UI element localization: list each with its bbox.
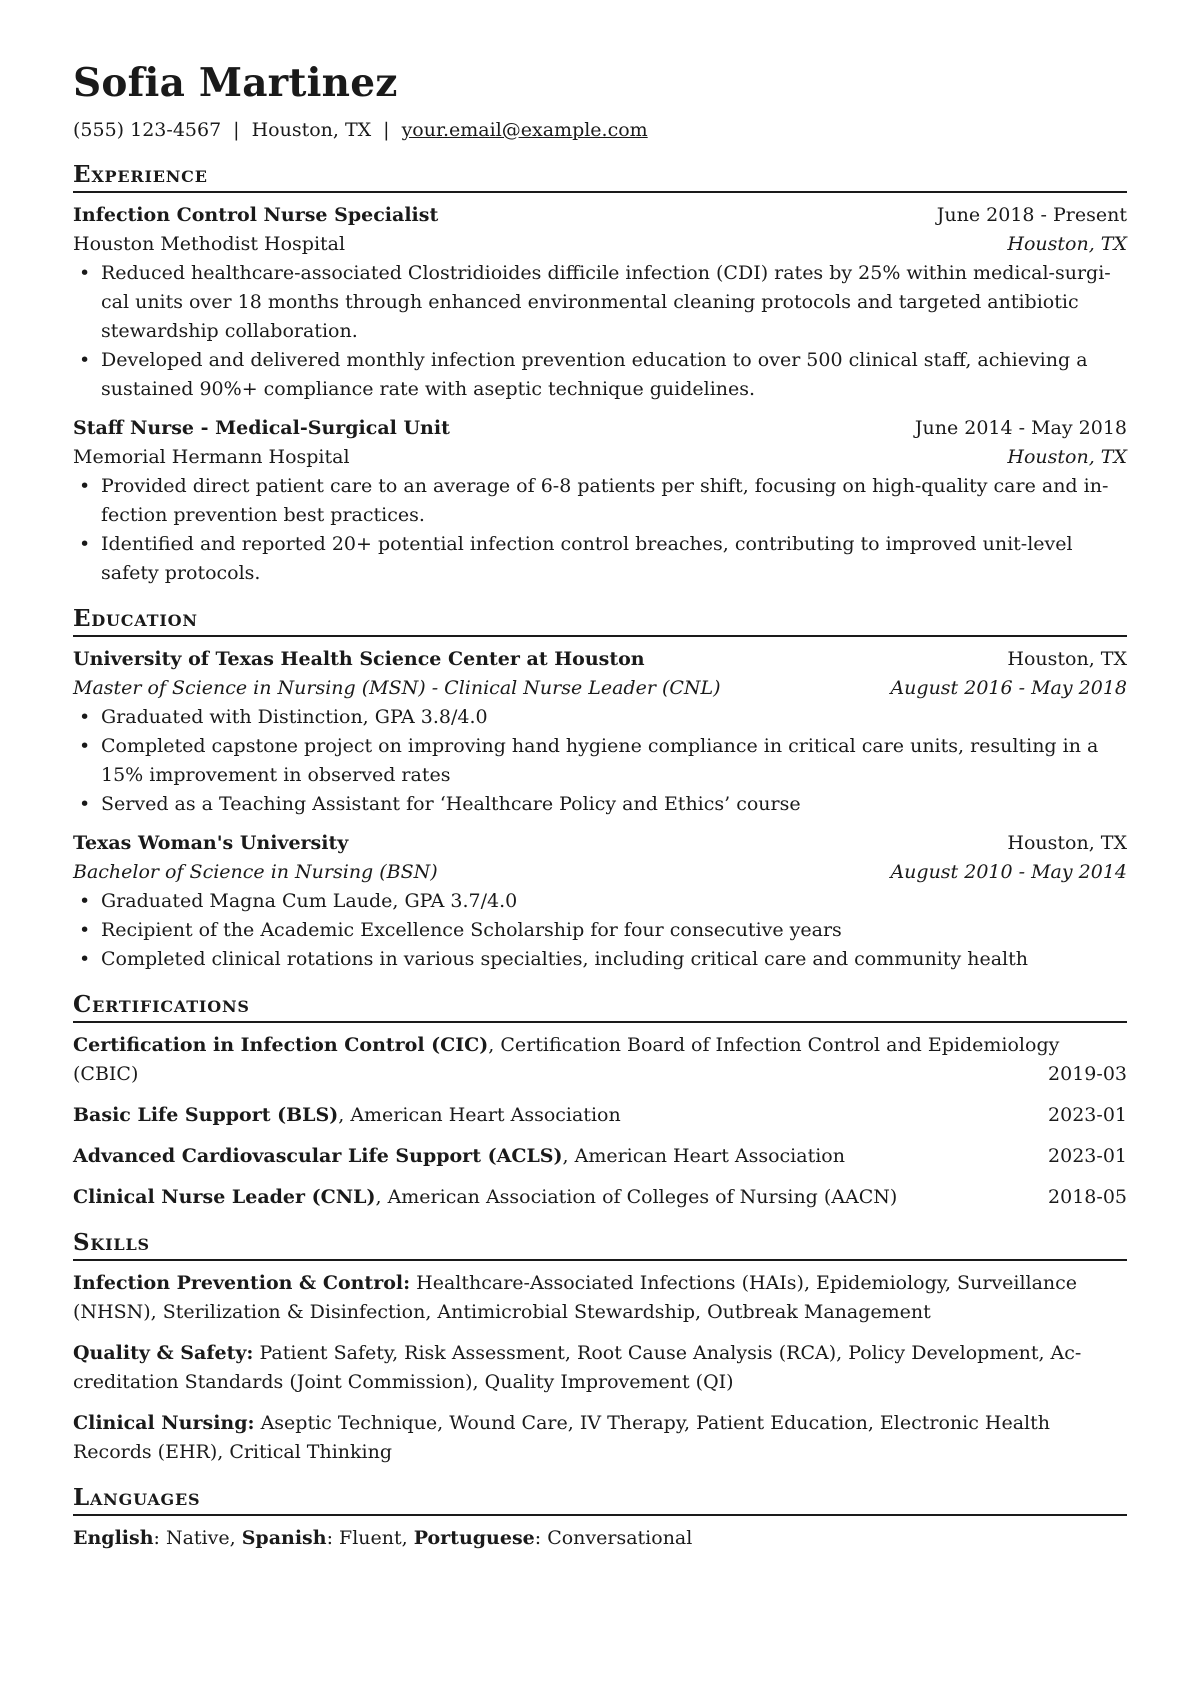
list-item: • Reduced healthcare-associated Clostridioides difficile infection (CDI) rates by 25% within medical-surgi-cal units over 18 months through enhanced environmental cleaning protocols and targeted antibiotic stewardship collaboration. bbox=[73, 259, 1127, 346]
education-entry bbox=[73, 829, 1127, 974]
job-location: Houston, TX bbox=[1007, 233, 1127, 255]
list-item: • Served as a Teaching Assistant for ‘Healthcare Policy and Ethics’ course bbox=[73, 790, 1127, 819]
list-item: • Identified and reported 20+ potential infection control breaches, contributing to improved unit-level safety protocols. bbox=[73, 530, 1127, 588]
skill-group bbox=[73, 1269, 1127, 1327]
language-name: English bbox=[73, 1527, 154, 1549]
school-name: University of Texas Health Science Center at Houston bbox=[73, 648, 645, 670]
job-bullets bbox=[73, 259, 1127, 404]
cert-name: Certification in Infection Control (CIC) bbox=[73, 1034, 489, 1056]
certification-item bbox=[73, 1142, 1127, 1171]
education-dates: August 2016 - May 2018 bbox=[890, 677, 1127, 699]
phone: (555) 123-4567 bbox=[73, 119, 222, 141]
candidate-name: Sofia Martinez bbox=[73, 60, 398, 106]
school-location: Houston, TX bbox=[1007, 832, 1127, 854]
education-bullets bbox=[73, 887, 1127, 974]
languages-line bbox=[73, 1524, 1127, 1553]
certification-item bbox=[73, 1031, 1127, 1089]
cert-name: Advanced Cardiovascular Life Support (ACLS) bbox=[73, 1145, 563, 1167]
skill-label: Infection Prevention & Control: bbox=[73, 1272, 411, 1294]
job-dates: June 2014 - May 2018 bbox=[914, 417, 1127, 439]
list-item: • Completed clinical rotations in various specialties, including critical care and community health bbox=[73, 945, 1127, 974]
education-bullets bbox=[73, 703, 1127, 819]
skill-group bbox=[73, 1409, 1127, 1467]
education-entry bbox=[73, 645, 1127, 819]
job-dates: June 2018 - Present bbox=[936, 204, 1127, 226]
list-item: • Graduated with Distinction, GPA 3.8/4.0 bbox=[73, 703, 1127, 732]
degree: Master of Science in Nursing (MSN) - Clinical Nurse Leader (CNL) bbox=[73, 677, 721, 699]
language-level: : Conversational bbox=[534, 1527, 693, 1549]
list-item: • Developed and delivered monthly infection prevention education to over 500 clinical staff, achieving a sustained 90%+ compliance rate with aseptic technique guidelines. bbox=[73, 346, 1127, 404]
list-item: • Graduated Magna Cum Laude, GPA 3.7/4.0 bbox=[73, 887, 1127, 916]
job-location: Houston, TX bbox=[1007, 446, 1127, 468]
list-item: • Provided direct patient care to an average of 6-8 patients per shift, focusing on high-quality care and in-fection prevention best practices. bbox=[73, 472, 1127, 530]
cert-date: 2019-03 bbox=[1048, 1063, 1127, 1085]
certification-item bbox=[73, 1183, 1127, 1212]
list-item: • Completed capstone project on improving hand hygiene compliance in critical care units, resulting in a 15% improvement in observed rates bbox=[73, 732, 1127, 790]
education-dates: August 2010 - May 2014 bbox=[890, 861, 1127, 883]
cert-name: Basic Life Support (BLS) bbox=[73, 1104, 339, 1126]
cert-issuer: , American Association of Colleges of Nursing (AACN) bbox=[375, 1186, 898, 1208]
language-level: : Native, bbox=[153, 1527, 242, 1549]
list-item: • Recipient of the Academic Excellence Scholarship for four consecutive years bbox=[73, 916, 1127, 945]
skill-label: Quality & Safety: bbox=[73, 1342, 254, 1364]
language-level: : Fluent, bbox=[326, 1527, 414, 1549]
skill-text: Patient Safety, Risk Assessment, Root Cause Analysis (RCA), Policy Development, Ac-creditation Standards (Joint Commission), Quality Improvement (QI) bbox=[73, 1342, 1082, 1393]
separator: | bbox=[383, 119, 390, 141]
certification-item bbox=[73, 1101, 1127, 1130]
skill-label: Clinical Nursing: bbox=[73, 1412, 255, 1434]
cert-date: 2018-05 bbox=[1048, 1186, 1127, 1208]
language-name: Spanish bbox=[241, 1527, 327, 1549]
cert-issuer: , American Heart Association bbox=[562, 1145, 845, 1167]
section-title-education: Education bbox=[73, 604, 1127, 637]
location: Houston, TX bbox=[251, 119, 372, 141]
email-link[interactable]: your.email@example.com bbox=[401, 119, 648, 141]
cert-date: 2023-01 bbox=[1048, 1145, 1127, 1167]
cert-issuer-cont: (CBIC) bbox=[73, 1063, 139, 1085]
separator: | bbox=[233, 119, 240, 141]
section-title-experience: Experience bbox=[73, 160, 1127, 193]
school-location: Houston, TX bbox=[1007, 648, 1127, 670]
contact-line bbox=[73, 116, 1127, 144]
school-name: Texas Woman's University bbox=[73, 832, 349, 854]
cert-issuer: , Certification Board of Infection Control and Epidemiology bbox=[488, 1034, 1060, 1056]
job-employer: Memorial Hermann Hospital bbox=[73, 446, 350, 468]
job-entry bbox=[73, 201, 1127, 404]
skill-group bbox=[73, 1339, 1127, 1397]
job-entry bbox=[73, 414, 1127, 588]
cert-name: Clinical Nurse Leader (CNL) bbox=[73, 1186, 376, 1208]
cert-issuer: , American Heart Association bbox=[338, 1104, 621, 1126]
section-title-certifications: Certifications bbox=[73, 990, 1127, 1023]
skill-text: Healthcare-Associated Infections (HAIs), Epidemiology, Surveillance (NHSN), Sterilization & Disinfection, Antimicrobial Stewardship, Outbreak Management bbox=[73, 1272, 1078, 1323]
job-employer: Houston Methodist Hospital bbox=[73, 233, 346, 255]
language-name: Portuguese bbox=[413, 1527, 535, 1549]
cert-date: 2023-01 bbox=[1048, 1104, 1127, 1126]
skill-text: Aseptic Technique, Wound Care, IV Therapy, Patient Education, Electronic Health Records (EHR), Critical Thinking bbox=[73, 1412, 1051, 1463]
section-title-languages: Languages bbox=[73, 1483, 1127, 1516]
job-role: Infection Control Nurse Specialist bbox=[73, 204, 439, 226]
job-role: Staff Nurse - Medical-Surgical Unit bbox=[73, 417, 450, 439]
job-bullets bbox=[73, 472, 1127, 588]
section-title-skills: Skills bbox=[73, 1228, 1127, 1261]
degree: Bachelor of Science in Nursing (BSN) bbox=[73, 861, 438, 883]
